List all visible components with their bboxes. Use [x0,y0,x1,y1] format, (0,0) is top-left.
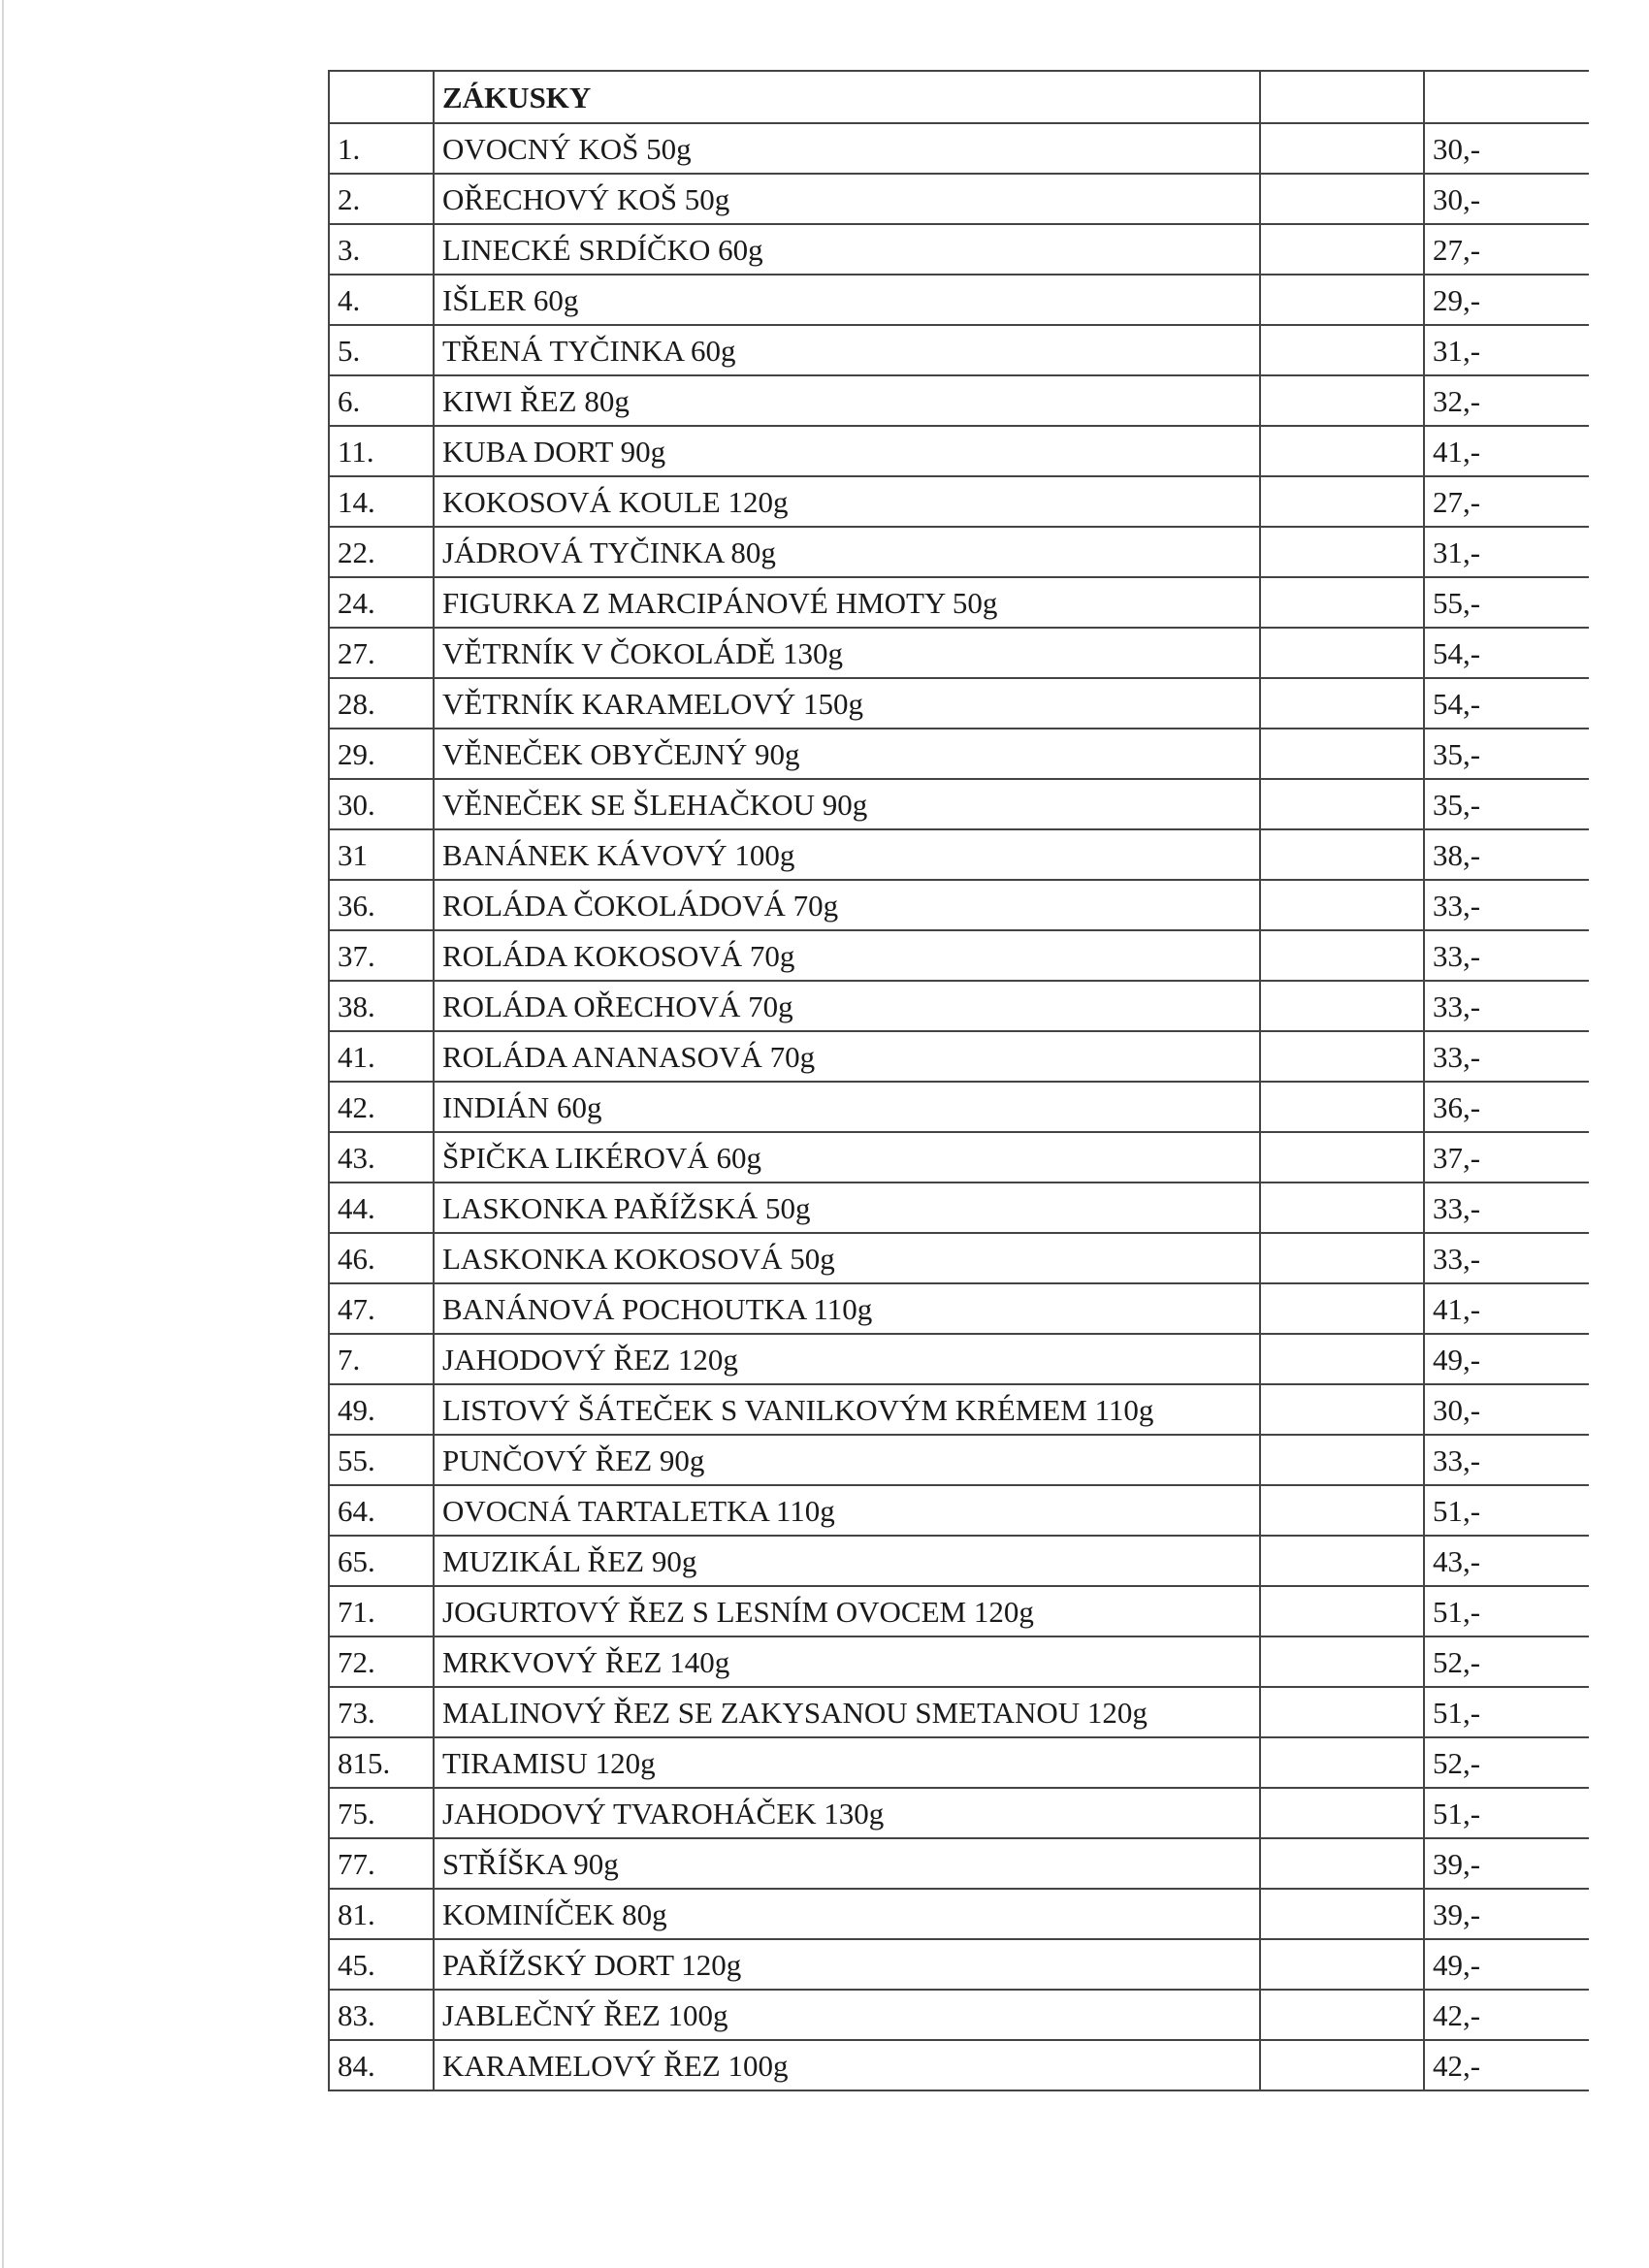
table-row [329,1687,1589,1737]
empty-cell [1260,1132,1424,1183]
item-name: LASKONKA PAŘÍŽSKÁ 50g [434,1183,1260,1233]
empty-cell [1260,729,1424,779]
price-table [328,70,1589,2091]
item-price: 27,- [1424,224,1589,275]
table-row [329,224,1589,275]
item-name: KARAMELOVÝ ŘEZ 100g [434,2040,1260,2090]
empty-cell [1260,224,1424,275]
item-number: 7. [329,1334,434,1384]
table-row [329,1889,1589,1939]
empty-cell [1260,476,1424,527]
empty-cell [1260,1536,1424,1586]
item-number: 49. [329,1384,434,1435]
item-number: 2. [329,174,434,224]
item-name: FIGURKA Z MARCIPÁNOVÉ HMOTY 50g [434,577,1260,628]
item-price: 51,- [1424,1485,1589,1536]
item-name: STŘÍŠKA 90g [434,1838,1260,1889]
item-number: 24. [329,577,434,628]
item-number: 64. [329,1485,434,1536]
item-price: 33,- [1424,930,1589,981]
table-row [329,375,1589,426]
empty-cell [1260,880,1424,930]
item-price: 55,- [1424,577,1589,628]
item-number: 55. [329,1435,434,1485]
item-number: 29. [329,729,434,779]
empty-cell [1260,829,1424,880]
item-name: MUZIKÁL ŘEZ 90g [434,1536,1260,1586]
item-name: BANÁNEK KÁVOVÝ 100g [434,829,1260,880]
header-empty-cell [1260,71,1424,123]
item-name: BANÁNOVÁ POCHOUTKA 110g [434,1283,1260,1334]
empty-cell [1260,1838,1424,1889]
table-row [329,275,1589,325]
item-price: 41,- [1424,426,1589,476]
empty-cell [1260,1334,1424,1384]
item-number: 11. [329,426,434,476]
table-row [329,577,1589,628]
table-row [329,325,1589,375]
item-number: 65. [329,1536,434,1586]
table-row [329,1384,1589,1435]
item-price: 29,- [1424,275,1589,325]
table-row [329,1536,1589,1586]
item-name: PAŘÍŽSKÝ DORT 120g [434,1939,1260,1990]
table-row [329,1485,1589,1536]
empty-cell [1260,174,1424,224]
empty-cell [1260,325,1424,375]
table-row [329,1082,1589,1132]
table-row [329,930,1589,981]
item-name: VĚTRNÍK KARAMELOVÝ 150g [434,678,1260,729]
item-price: 43,- [1424,1536,1589,1586]
item-name: MALINOVÝ ŘEZ SE ZAKYSANOU SMETANOU 120g [434,1687,1260,1737]
item-price: 38,- [1424,829,1589,880]
item-number: 30. [329,779,434,829]
item-name: VĚNEČEK OBYČEJNÝ 90g [434,729,1260,779]
empty-cell [1260,426,1424,476]
item-name: OVOCNÁ TARTALETKA 110g [434,1485,1260,1536]
empty-cell [1260,981,1424,1031]
empty-cell [1260,577,1424,628]
empty-cell [1260,1233,1424,1283]
item-price: 33,- [1424,1233,1589,1283]
item-number: 72. [329,1636,434,1687]
item-name: KOKOSOVÁ KOULE 120g [434,476,1260,527]
item-price: 27,- [1424,476,1589,527]
item-price: 36,- [1424,1082,1589,1132]
table-header-row [329,71,1589,123]
item-number: 45. [329,1939,434,1990]
table-row [329,1283,1589,1334]
item-number: 1. [329,123,434,174]
item-price: 41,- [1424,1283,1589,1334]
item-price: 30,- [1424,174,1589,224]
table-row [329,1737,1589,1788]
item-number: 46. [329,1233,434,1283]
table-row [329,1031,1589,1082]
item-price: 31,- [1424,325,1589,375]
item-name: JOGURTOVÝ ŘEZ S LESNÍM OVOCEM 120g [434,1586,1260,1636]
item-price: 51,- [1424,1788,1589,1838]
table-row [329,1788,1589,1838]
item-number: 47. [329,1283,434,1334]
empty-cell [1260,930,1424,981]
empty-cell [1260,1939,1424,1990]
item-price: 42,- [1424,1990,1589,2040]
item-name: LASKONKA KOKOSOVÁ 50g [434,1233,1260,1283]
item-number: 44. [329,1183,434,1233]
item-price: 39,- [1424,1838,1589,1889]
empty-cell [1260,375,1424,426]
empty-cell [1260,275,1424,325]
item-name: MRKVOVÝ ŘEZ 140g [434,1636,1260,1687]
empty-cell [1260,1889,1424,1939]
table-row [329,1586,1589,1636]
item-number: 75. [329,1788,434,1838]
empty-cell [1260,123,1424,174]
item-number: 4. [329,275,434,325]
item-number: 5. [329,325,434,375]
empty-cell [1260,1031,1424,1082]
item-number: 37. [329,930,434,981]
item-name: IŠLER 60g [434,275,1260,325]
table-row [329,174,1589,224]
item-number: 81. [329,1889,434,1939]
empty-cell [1260,1082,1424,1132]
item-price: 33,- [1424,880,1589,930]
table-row [329,1990,1589,2040]
item-number: 41. [329,1031,434,1082]
table-row [329,880,1589,930]
table-row [329,729,1589,779]
item-name: JAHODOVÝ ŘEZ 120g [434,1334,1260,1384]
item-name: ŠPIČKA LIKÉROVÁ 60g [434,1132,1260,1183]
item-name: TIRAMISU 120g [434,1737,1260,1788]
item-price: 30,- [1424,123,1589,174]
item-price: 52,- [1424,1737,1589,1788]
item-number: 6. [329,375,434,426]
table-row [329,1838,1589,1889]
item-price: 37,- [1424,1132,1589,1183]
item-price: 33,- [1424,1183,1589,1233]
item-price: 32,- [1424,375,1589,426]
item-number: 83. [329,1990,434,2040]
item-number: 3. [329,224,434,275]
header-price-cell [1424,71,1589,123]
table-row [329,527,1589,577]
item-name: JAHODOVÝ TVAROHÁČEK 130g [434,1788,1260,1838]
empty-cell [1260,1183,1424,1233]
table-row [329,1636,1589,1687]
table-row [329,829,1589,880]
item-name: ROLÁDA KOKOSOVÁ 70g [434,930,1260,981]
item-name: LINECKÉ SRDÍČKO 60g [434,224,1260,275]
item-name: ROLÁDA ČOKOLÁDOVÁ 70g [434,880,1260,930]
item-price: 33,- [1424,1031,1589,1082]
item-name: ROLÁDA ANANASOVÁ 70g [434,1031,1260,1082]
item-name: OŘECHOVÝ KOŠ 50g [434,174,1260,224]
table-row [329,1435,1589,1485]
item-name: KOMINÍČEK 80g [434,1889,1260,1939]
item-number: 42. [329,1082,434,1132]
empty-cell [1260,1435,1424,1485]
table-row [329,1233,1589,1283]
item-number: 36. [329,880,434,930]
table-row [329,426,1589,476]
table-row [329,981,1589,1031]
item-number: 71. [329,1586,434,1636]
table-row [329,1939,1589,1990]
item-price: 51,- [1424,1687,1589,1737]
table-row [329,1334,1589,1384]
empty-cell [1260,2040,1424,2090]
item-name: JABLEČNÝ ŘEZ 100g [434,1990,1260,2040]
item-price: 51,- [1424,1586,1589,1636]
item-name: INDIÁN 60g [434,1082,1260,1132]
item-number: 815. [329,1737,434,1788]
item-name: TŘENÁ TYČINKA 60g [434,325,1260,375]
item-price: 35,- [1424,729,1589,779]
empty-cell [1260,779,1424,829]
item-number: 22. [329,527,434,577]
table-row [329,628,1589,678]
item-price: 30,- [1424,1384,1589,1435]
item-price: 39,- [1424,1889,1589,1939]
table-row [329,476,1589,527]
table-row [329,1183,1589,1233]
item-number: 27. [329,628,434,678]
empty-cell [1260,1737,1424,1788]
empty-cell [1260,678,1424,729]
item-name: ROLÁDA OŘECHOVÁ 70g [434,981,1260,1031]
empty-cell [1260,1788,1424,1838]
empty-cell [1260,628,1424,678]
item-name: KIWI ŘEZ 80g [434,375,1260,426]
item-number: 73. [329,1687,434,1737]
empty-cell [1260,1384,1424,1435]
item-price: 54,- [1424,628,1589,678]
item-price: 49,- [1424,1334,1589,1384]
empty-cell [1260,1687,1424,1737]
table-row [329,779,1589,829]
item-name: VĚTRNÍK V ČOKOLÁDĚ 130g [434,628,1260,678]
table-row [329,2040,1589,2090]
item-number: 14. [329,476,434,527]
scan-edge [2,0,4,2268]
item-number: 28. [329,678,434,729]
empty-cell [1260,1485,1424,1536]
header-number-cell [329,71,434,123]
empty-cell [1260,1586,1424,1636]
item-name: LISTOVÝ ŠÁTEČEK S VANILKOVÝM KRÉMEM 110g [434,1384,1260,1435]
empty-cell [1260,1636,1424,1687]
item-name: OVOCNÝ KOŠ 50g [434,123,1260,174]
item-price: 54,- [1424,678,1589,729]
table-row [329,678,1589,729]
item-price: 42,- [1424,2040,1589,2090]
empty-cell [1260,1283,1424,1334]
item-number: 38. [329,981,434,1031]
empty-cell [1260,527,1424,577]
item-name: VĚNEČEK SE ŠLEHAČKOU 90g [434,779,1260,829]
item-price: 33,- [1424,1435,1589,1485]
item-name: KUBA DORT 90g [434,426,1260,476]
table-row [329,123,1589,174]
item-name: PUNČOVÝ ŘEZ 90g [434,1435,1260,1485]
empty-cell [1260,1990,1424,2040]
item-number: 84. [329,2040,434,2090]
item-price: 49,- [1424,1939,1589,1990]
item-number: 31 [329,829,434,880]
item-name: JÁDROVÁ TYČINKA 80g [434,527,1260,577]
item-price: 52,- [1424,1636,1589,1687]
item-number: 77. [329,1838,434,1889]
section-title: ZÁKUSKY [434,71,1260,123]
item-price: 35,- [1424,779,1589,829]
item-number: 43. [329,1132,434,1183]
item-price: 31,- [1424,527,1589,577]
table-row [329,1132,1589,1183]
item-price: 33,- [1424,981,1589,1031]
